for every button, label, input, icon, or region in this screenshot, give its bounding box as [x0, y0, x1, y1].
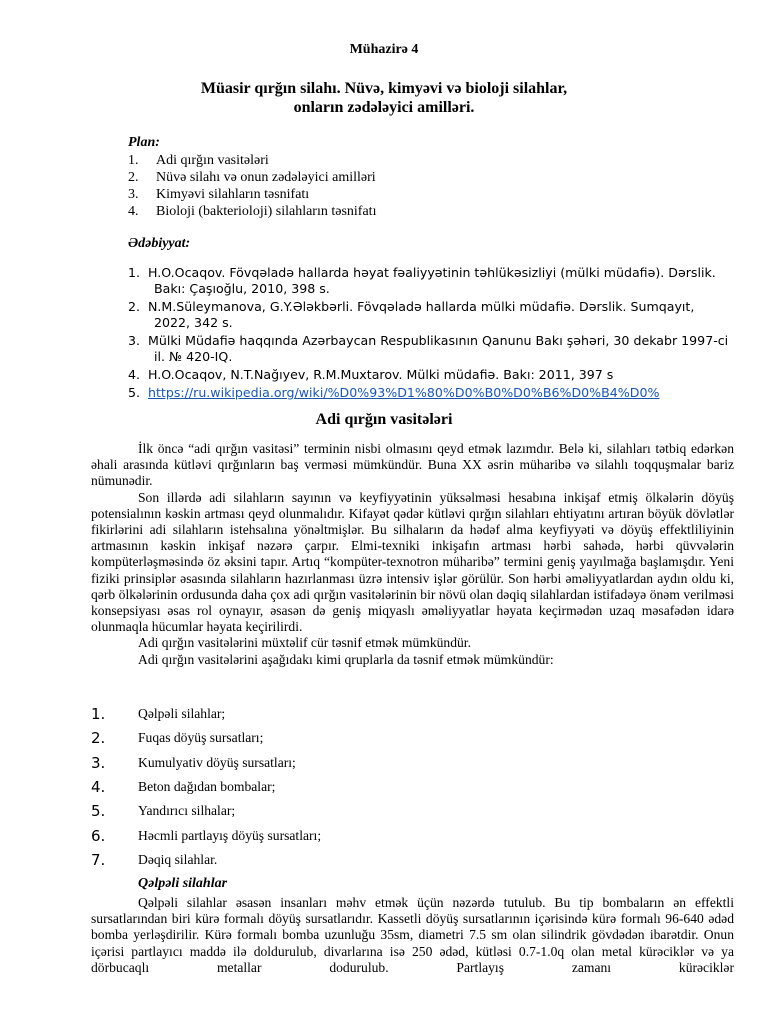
list-item: 5. Yandırıcı silhalar;: [91, 802, 236, 821]
list-item: 1. H.O.Ocaqov. Fövqəladə hallarda həyat fəaliyyətinin təhlükəsizliyi (mülki müdafiə). Dərslik. Bakı: Çaşıoğlu, 2010, 398 s.: [128, 265, 716, 296]
title-line-1: Müasir qırğın silahı. Nüvə, kimyəvi və bioloji silahlar,: [200, 80, 568, 97]
list-item: 4. Bioloji (bakterioloji) silahların təsnifatı: [128, 204, 377, 219]
list-item: 4. Beton dağıdan bombalar;: [91, 778, 276, 797]
body-text-2: [91, 895, 734, 976]
list-item: 3. Mülki Müdafiə haqqında Azərbaycan Respublikasının Qanunu Bakı şəhəri, 30 dekabr 1997-ci il. № 420-IQ.: [128, 333, 729, 364]
page-title: [0, 79, 768, 117]
list-item: 3. Kimyəvi silahların təsnifatı: [128, 187, 310, 202]
lecture-label: Mühazirə 4: [349, 42, 419, 57]
literature-label: Ədəbiyyat:: [128, 236, 191, 251]
wikipedia-link[interactable]: https://ru.wikipedia.org/wiki/%D0%93%D1%80%D0%B0%D0%B6%D0%B4%D0%: [148, 385, 660, 400]
list-item: 7. Dəqiq silahlar.: [91, 850, 218, 869]
paragraph: Qəlpəli silahlar əsasən insanları məhv etmək üçün nəzərdə tutulub. Bu tip bombaların ən effektli sursatlarından biri kürə formalı döyüş sursatlarıdır. Kassetli döyüş sursatlarının içərisində kürə formalı 96-640 ədəd bomba yerləşdirilir. Kürə formalı bomba uzunluğu 35sm, diametri 7.5 sm olan silindrik gövdədən ibarətdir. Onun içərisi partlayıcı maddə ilə doldurulub, divarlarına isə 250 ədəd, kütləsi 0.7-1.0q olan metal kürəciklər və ya dörbucaqlı metallar dodurulub. Partlayış zamanı kürəciklər: [91, 895, 734, 975]
list-item: 2. Fuqas döyüş sursatları;: [91, 729, 264, 748]
list-item: 6. Həcmli partlayış döyüş sursatları;: [91, 826, 322, 845]
body-text: [91, 441, 734, 668]
plan-label: Plan:: [128, 135, 160, 150]
title-line-2: onların zədələyici amilləri.: [293, 99, 475, 116]
list-item: 5. https://ru.wikipedia.org/wiki/%D0%93%D1%80%D0%B0%D0%B6%D0%B4%D0%: [128, 385, 660, 400]
paragraph: Son illərdə adi silahların sayının və keyfiyyətinin yüksəlməsi hesabına inkişaf etmiş ölkələrin döyüş potensialının kəskin artması qeyd olunmalıdır. Kifayət qədər kütləvi qırğın silahları ehtiyatını artıran böyük dövlətlər fikirlərini adi silahların istehsalına yönəltmişlər. Bu silhaların da hədəf alma keyfiyyəti və döyüş effektliliyinin artmasının kəskin inkişaf nəzərə çarpır. Elmi-texniki inkişafın artması hərbi sahədə, hərbi qüvvələrin kompüterləşməsində öz əksini tapır. Artıq “kompüter-texnotron müharibə” termini geniş yayılmağa başlamışdır. Yeni fiziki prinsiplər əsasında silahların hazırlanması üzrə intensiv işlər görülür. Son hərbi əməliyyatlardan aydın oldu ki, qərb ölkələrinin ordusunda daha çox adi qırğın vasitələrinin bir növü olan dəqiq silahlardan istifadəyə önəm verilməsi konsepsiyası əsas rol oynayır, əsasən də geniş miqyaslı əməliyyatlar həyata keçirmədən uzaq məsafədən idarə olunmaqla hücumlar həyata keçirilirdi.: [91, 489, 734, 635]
subheading: Qəlpəli silahlar: [138, 876, 228, 891]
section-heading: Adi qırğın vasitələri: [315, 411, 453, 428]
plan-list: [128, 152, 376, 220]
list-item: 1. Adi qırğın vasitələri: [128, 153, 269, 168]
literature-list: [128, 265, 734, 403]
list-item: 2. Nüvə silahı və onun zədələyici amilləri: [128, 170, 376, 185]
category-list: [91, 702, 321, 872]
list-item: 4. H.O.Ocaqov, N.T.Nağıyev, R.M.Muxtarov. Mülki müdafiə. Bakı: 2011, 397 s: [128, 367, 614, 382]
list-item: 1. Qəlpəli silahlar;: [91, 705, 226, 724]
list-item: 2. N.M.Süleymanova, G.Y.Ələkbərli. Fövqəladə hallarda mülki müdafiə. Dərslik. Sumqayıt, 2022, 342 s.: [128, 299, 695, 330]
paragraph: Adi qırğın vasitələrini müxtəlif cür təsnif etmək mümkündür.: [138, 635, 471, 651]
paragraph: Adi qırğın vasitələrini aşağıdakı kimi qruplarla da təsnif etmək mümkündür:: [138, 651, 554, 667]
paragraph: İlk öncə “adi qırğın vasitəsi” terminin nisbi olmasını qeyd etmək lazımdır. Belə ki, silahları tətbiq edərkən əhali arasında kütləvi qırğınların baş verməsi mümkündür. Buna XX əsrin müharibə və silahlı toqquşmalar bariz nümunədir.: [91, 441, 734, 489]
list-item: 3. Kumulyativ döyüş sursatları;: [91, 753, 296, 772]
